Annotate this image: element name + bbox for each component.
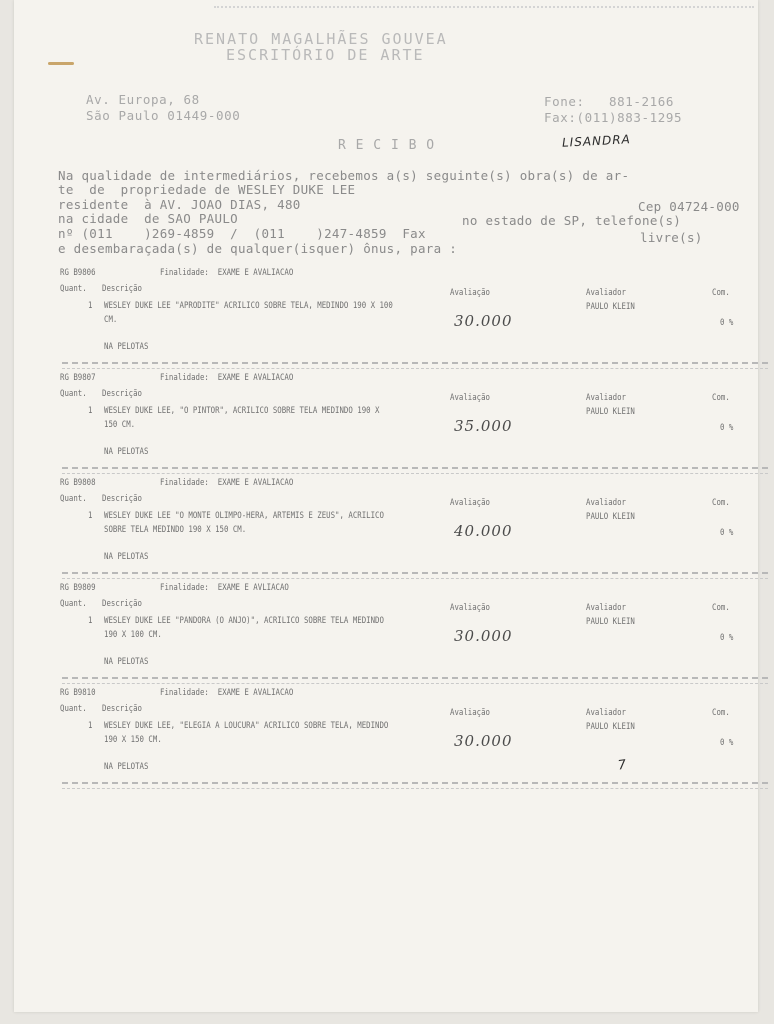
col-com: Com. (712, 393, 730, 403)
item-description: WESLEY DUKE LEE "O MONTE OLIMPO-HERA, ARTEMIS E ZEUS", ACRILICO (104, 511, 384, 521)
avaliador-name: PAULO KLEIN (586, 617, 635, 627)
finalidade: Finalidade: EXAME E AVALIACAO (160, 478, 294, 488)
item-description-cont: 190 X 150 CM. (104, 735, 162, 745)
col-avaliacao: Avaliação (450, 603, 491, 613)
commission: 0 % (720, 633, 734, 643)
item-value: 30.000 (454, 627, 513, 645)
item-description-cont: CM. (104, 315, 118, 325)
item-note: NA PELOTAS (104, 342, 149, 352)
address-city: São Paulo 01449-000 (86, 108, 241, 123)
company-name: RENATO MAGALHÃES GOUVEA (194, 30, 448, 48)
col-avaliacao: Avaliação (450, 288, 491, 298)
item-separator (62, 572, 768, 574)
col-com: Com. (712, 498, 730, 508)
item-qty: 1 (88, 511, 93, 521)
item-description: WESLEY DUKE LEE "APRODITE" ACRILICO SOBRE TELA, MEDINDO 190 X 100 (104, 301, 393, 311)
item-qty: 1 (88, 616, 93, 626)
body-livre: livre(s) (640, 230, 703, 245)
item-separator (62, 362, 768, 364)
col-quant: Quant. (60, 494, 87, 504)
handwritten-name: LISANDRA (561, 132, 632, 150)
item-qty: 1 (88, 301, 93, 311)
col-avaliador: Avaliador (586, 288, 627, 298)
top-print-mark (214, 6, 754, 8)
item-note: NA PELOTAS (104, 552, 149, 562)
col-avaliador: Avaliador (586, 393, 627, 403)
item-separator-secondary (62, 683, 768, 684)
item-value: 30.000 (454, 312, 513, 330)
body-line-6: e desembaraçada(s) de qualquer(isquer) ônus, para : (58, 241, 458, 256)
col-descricao: Descrição (102, 284, 143, 294)
commission: 0 % (720, 738, 734, 748)
phone-number: Fone: 881-2166 (544, 94, 675, 109)
handwritten-mark: 7 (617, 757, 629, 774)
col-avaliador: Avaliador (586, 708, 627, 718)
document-title: R E C I B O (338, 138, 436, 153)
staple-mark (48, 62, 74, 65)
item-qty: 1 (88, 721, 93, 731)
col-com: Com. (712, 288, 730, 298)
col-avaliacao: Avaliação (450, 708, 491, 718)
address-street: Av. Europa, 68 (86, 92, 200, 107)
col-descricao: Descrição (102, 599, 143, 609)
rg-number: RG B9810 (60, 688, 96, 698)
col-descricao: Descrição (102, 494, 143, 504)
item-description-cont: 150 CM. (104, 420, 136, 430)
col-com: Com. (712, 603, 730, 613)
item-separator-secondary (62, 368, 768, 369)
item-note: NA PELOTAS (104, 762, 149, 772)
item-description-cont: SOBRE TELA MEDINDO 190 X 150 CM. (104, 525, 247, 535)
item-description-cont: 190 X 100 CM. (104, 630, 162, 640)
item-separator-secondary (62, 578, 768, 579)
body-line-2: te de propriedade de WESLEY DUKE LEE (58, 182, 356, 197)
item-qty: 1 (88, 406, 93, 416)
col-avaliacao: Avaliação (450, 393, 491, 403)
item-value: 35.000 (454, 417, 513, 435)
item-separator (62, 677, 768, 679)
item-value: 40.000 (454, 522, 513, 540)
rg-number: RG B9809 (60, 583, 96, 593)
body-line-1: Na qualidade de intermediários, recebemos a(s) seguinte(s) obra(s) de ar- (58, 168, 630, 183)
commission: 0 % (720, 318, 734, 328)
col-descricao: Descrição (102, 389, 143, 399)
avaliador-name: PAULO KLEIN (586, 302, 635, 312)
avaliador-name: PAULO KLEIN (586, 722, 635, 732)
commission: 0 % (720, 528, 734, 538)
item-description: WESLEY DUKE LEE, "O PINTOR", ACRILICO SOBRE TELA MEDINDO 190 X (104, 406, 380, 416)
col-quant: Quant. (60, 599, 87, 609)
avaliador-name: PAULO KLEIN (586, 407, 635, 417)
item-separator-secondary (62, 473, 768, 474)
company-subtitle: ESCRITÓRIO DE ARTE (226, 46, 425, 64)
finalidade: Finalidade: EXAME E AVALIACAO (160, 688, 294, 698)
item-note: NA PELOTAS (104, 657, 149, 667)
finalidade: Finalidade: EXAME E AVALIACAO (160, 373, 294, 383)
col-quant: Quant. (60, 389, 87, 399)
col-avaliador: Avaliador (586, 498, 627, 508)
body-state: no estado de SP, telefone(s) (462, 213, 682, 228)
fax-number: Fax:(011)883-1295 (544, 110, 683, 125)
col-avaliacao: Avaliação (450, 498, 491, 508)
body-line-4: na cidade de SAO PAULO (58, 211, 238, 226)
receipt-paper (14, 0, 758, 1012)
col-com: Com. (712, 708, 730, 718)
rg-number: RG B9807 (60, 373, 96, 383)
rg-number: RG B9806 (60, 268, 96, 278)
item-note: NA PELOTAS (104, 447, 149, 457)
item-description: WESLEY DUKE LEE "PANDORA (O ANJO)", ACRILICO SOBRE TELA MEDINDO (104, 616, 384, 626)
col-quant: Quant. (60, 704, 87, 714)
body-line-3: residente à AV. JOAO DIAS, 480 (58, 197, 301, 212)
col-avaliador: Avaliador (586, 603, 627, 613)
body-line-5: nº (011 )269-4859 / (011 )247-4859 Fax (58, 226, 426, 241)
body-cep: Cep 04724-000 (638, 199, 740, 214)
avaliador-name: PAULO KLEIN (586, 512, 635, 522)
item-value: 30.000 (454, 732, 513, 750)
item-separator-secondary (62, 788, 768, 789)
item-separator (62, 782, 768, 784)
finalidade: Finalidade: EXAME E AVALIACAO (160, 268, 294, 278)
col-descricao: Descrição (102, 704, 143, 714)
finalidade: Finalidade: EXAME E AVLIACAO (160, 583, 289, 593)
item-description: WESLEY DUKE LEE, "ELEGIA A LOUCURA" ACRILICO SOBRE TELA, MEDINDO (104, 721, 389, 731)
commission: 0 % (720, 423, 734, 433)
item-separator (62, 467, 768, 469)
rg-number: RG B9808 (60, 478, 96, 488)
col-quant: Quant. (60, 284, 87, 294)
